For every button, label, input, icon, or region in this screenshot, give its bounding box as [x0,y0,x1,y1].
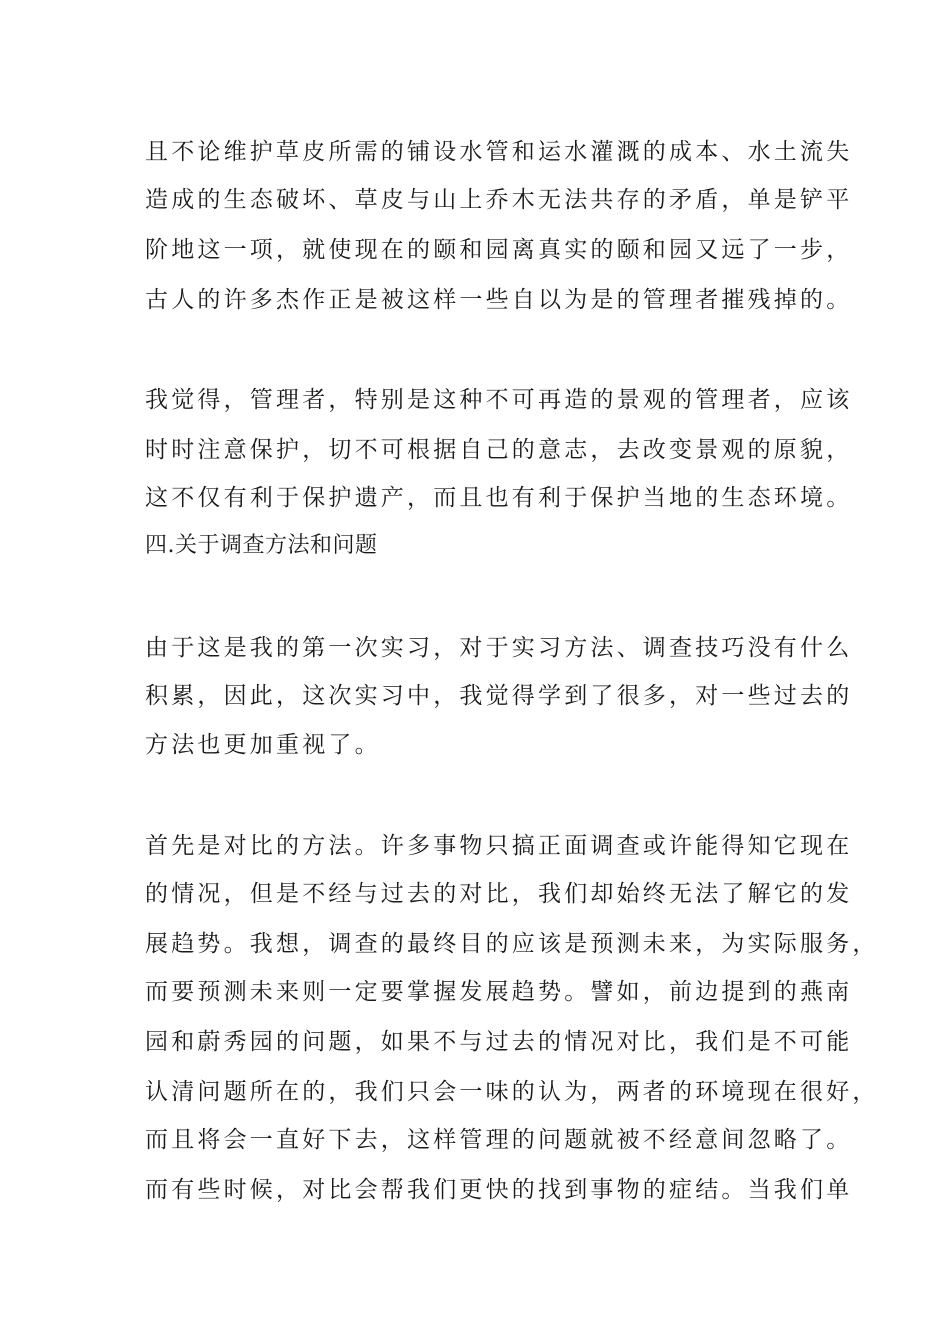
paragraph-4-line-7: 而且将会一直好下去，这样管理的问题就被不经意间忽略了。 [145,1127,853,1153]
section-heading: 四.关于调查方法和问题 [145,533,378,558]
paragraph-1-line-1: 且不论维护草皮所需的铺设水管和运水灌溉的成本、水土流失 [145,139,853,165]
paragraph-3-line-3: 方法也更加重视了。 [145,732,381,758]
paragraph-4-line-1: 首先是对比的方法。许多事物只搞正面调查或许能得知它现在 [145,833,853,859]
paragraph-1-line-4: 古人的许多杰作正是被这样一些自以为是的管理者摧残掉的。 [145,287,853,313]
paragraph-1-line-2: 造成的生态破坏、草皮与山上乔木无法共存的矛盾，单是铲平 [145,187,853,213]
paragraph-2-line-2: 时时注意保护，切不可根据自己的意志，去改变景观的原貌， [145,437,853,463]
paragraph-4-line-2: 的情况，但是不经与过去的对比，我们却始终无法了解它的发 [145,881,853,907]
paragraph-2-line-1: 我觉得，管理者，特别是这种不可再造的景观的管理者，应该 [145,387,853,413]
paragraph-4-line-6: 认清问题所在的，我们只会一味的认为，两者的环境现在很好， [145,1079,879,1105]
paragraph-3-line-2: 积累，因此，这次实习中，我觉得学到了很多，对一些过去的 [145,683,853,709]
paragraph-4-line-8: 而有些时候，对比会帮我们更快的找到事物的症结。当我们单 [145,1177,853,1203]
paragraph-4-line-4: 而要预测未来则一定要掌握发展趋势。譬如，前边提到的燕南 [145,979,853,1005]
paragraph-1-line-3: 阶地这一项，就使现在的颐和园离真实的颐和园又远了一步， [145,237,853,263]
paragraph-3-line-1: 由于这是我的第一次实习，对于实习方法、调查技巧没有什么 [145,635,853,661]
paragraph-4-line-5: 园和蔚秀园的问题，如果不与过去的情况对比，我们是不可能 [145,1029,853,1055]
paragraph-4-line-3: 展趋势。我想，调查的最终目的应该是预测未来，为实际服务， [145,931,879,957]
paragraph-2-line-3: 这不仅有利于保护遗产，而且也有利于保护当地的生态环境。 [145,485,853,511]
